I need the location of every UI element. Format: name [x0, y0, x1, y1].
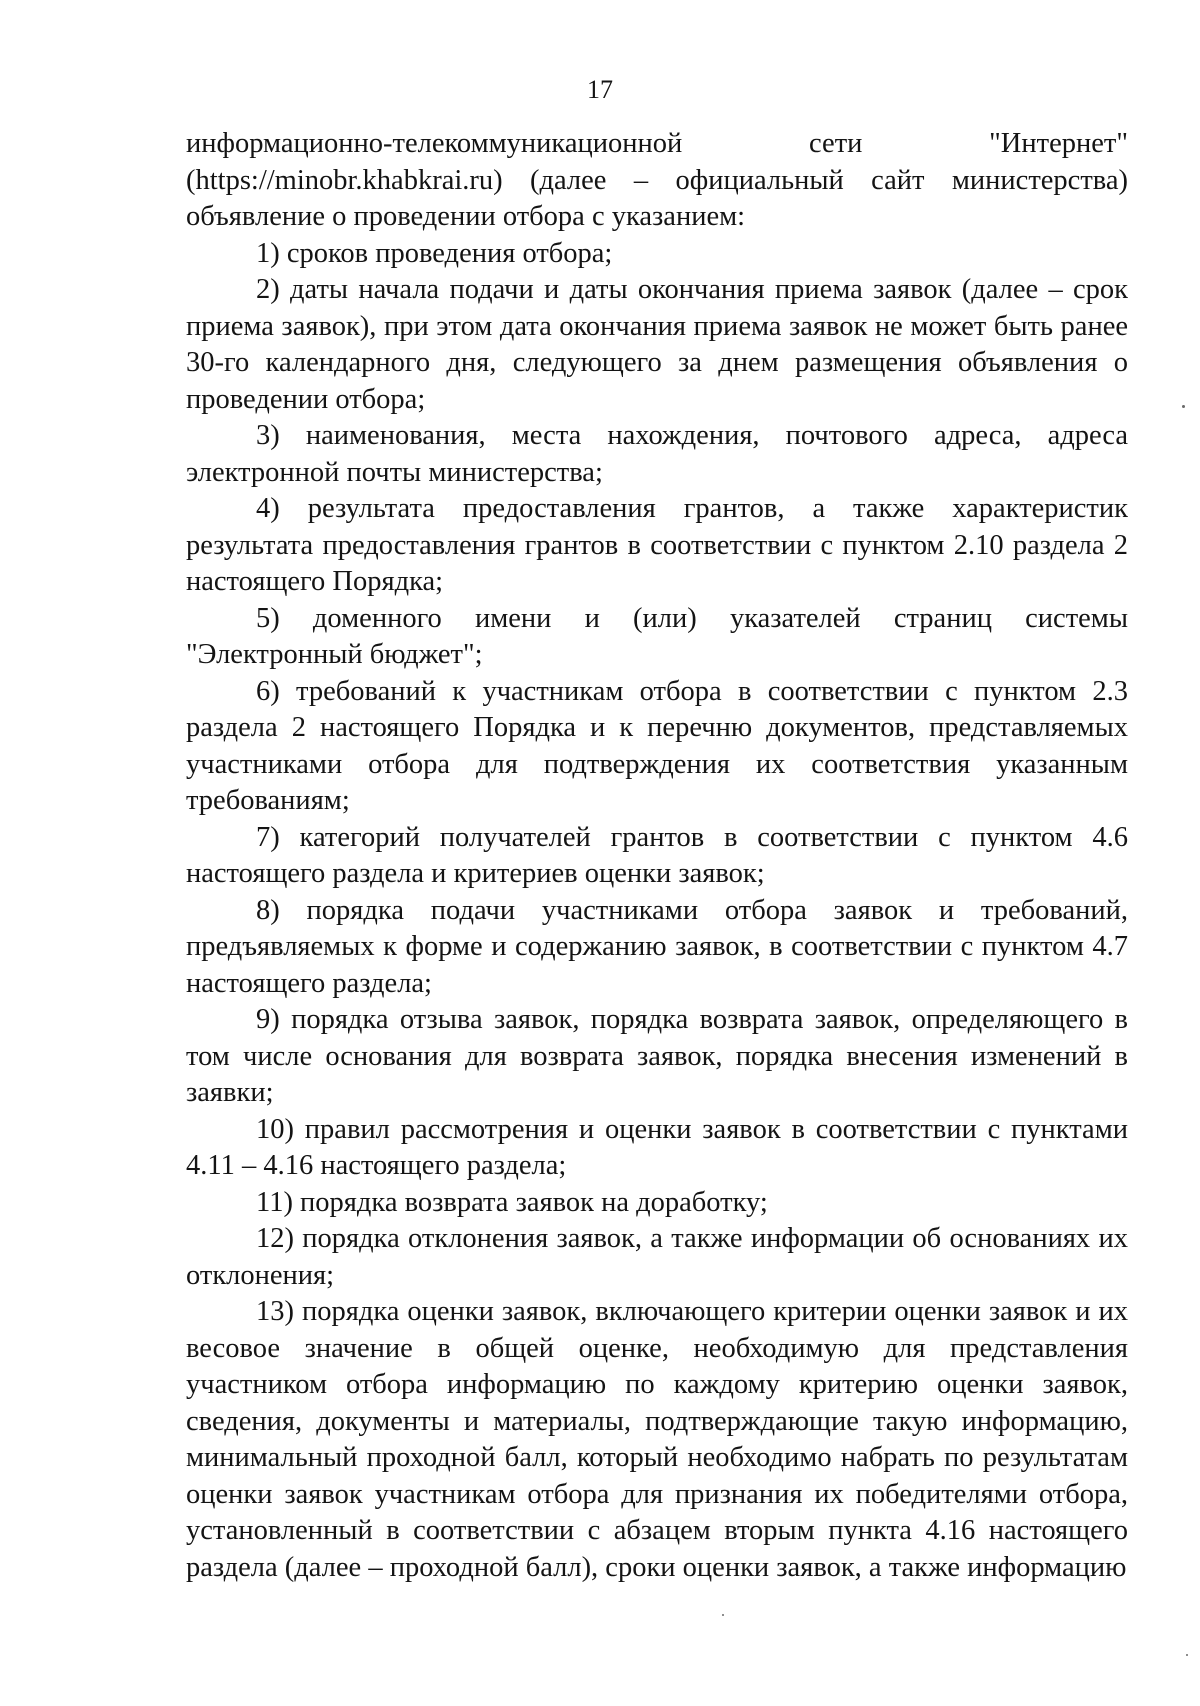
- document-body: [186, 126, 1128, 1586]
- list-item-1: 1) сроков проведения отбора;: [256, 237, 613, 269]
- scan-speck: [1182, 405, 1185, 408]
- list-item-6: 6) требований к участникам отбора в соответствии с пунктом 2.3 раздела 2 настоящего Порядка и к перечню документов, представляемых участниками отбора для подтверждения их соответствия указанным требованиям;: [186, 675, 1128, 816]
- list-item-9: 9) порядка отзыва заявок, порядка возврата заявок, определяющего в том числе основания для возврата заявок, порядка внесения изменений в заявки;: [186, 1004, 1128, 1108]
- list-item-8: 8) порядка подачи участниками отбора заявок и требований, предъявляемых к форме и содержанию заявок, в соответствии с пунктом 4.7 настоящего раздела;: [186, 894, 1128, 999]
- list-item-5: 5) доменного имени и (или) указателей страниц системы "Электронный бюджет";: [186, 602, 1128, 670]
- paragraph-continuation: информационно-телекоммуникационной сети "Интернет" (https://minobr.khabkrai.ru) (далее – официальный сайт министерства) объявление о проведении отбора с указанием:: [186, 128, 1128, 232]
- list-item-7: 7) категорий получателей грантов в соответствии с пунктом 4.6 настоящего раздела и критериев оценки заявок;: [186, 821, 1128, 889]
- scan-speck: [1186, 1654, 1188, 1656]
- scan-speck: [722, 1614, 724, 1616]
- list-item-4: 4) результата предоставления грантов, а также характеристик результата предоставления грантов в соответствии с пунктом 2.10 раздела 2 настоящего Порядка;: [186, 493, 1128, 597]
- list-item-13: 13) порядка оценки заявок, включающего критерии оценки заявок и их весовое значение в общей оценке, необходимую для представления участником отбора информацию по каждому критерию оценки заявок, сведения, документы и материалы, подтверждающие такую информацию, минимальный проходной балл, который необходимо набрать по результатам оценки заявок участникам отбора для признания их победителями отбора, установленный в соответствии с абзацем вторым пункта 4.16 настоящего раздела (далее – проходной балл), сроки оценки заявок, а также информацию: [186, 1296, 1128, 1583]
- page-number: 17: [587, 75, 613, 104]
- list-item-11: 11) порядка возврата заявок на доработку;: [256, 1186, 768, 1218]
- list-item-2: 2) даты начала подачи и даты окончания приема заявок (далее – срок приема заявок), при этом дата окончания приема заявок не может быть ранее 30-го календарного дня, следующего за днем размещения объявления о проведении отбора;: [186, 274, 1128, 415]
- list-item-3: 3) наименования, места нахождения, почтового адреса, адреса электронной почты министерства;: [186, 420, 1128, 488]
- list-item-12: 12) порядка отклонения заявок, а также информации об основаниях их отклонения;: [186, 1223, 1128, 1291]
- list-item-10: 10) правил рассмотрения и оценки заявок в соответствии с пунктами 4.11 – 4.16 настоящего раздела;: [186, 1113, 1128, 1181]
